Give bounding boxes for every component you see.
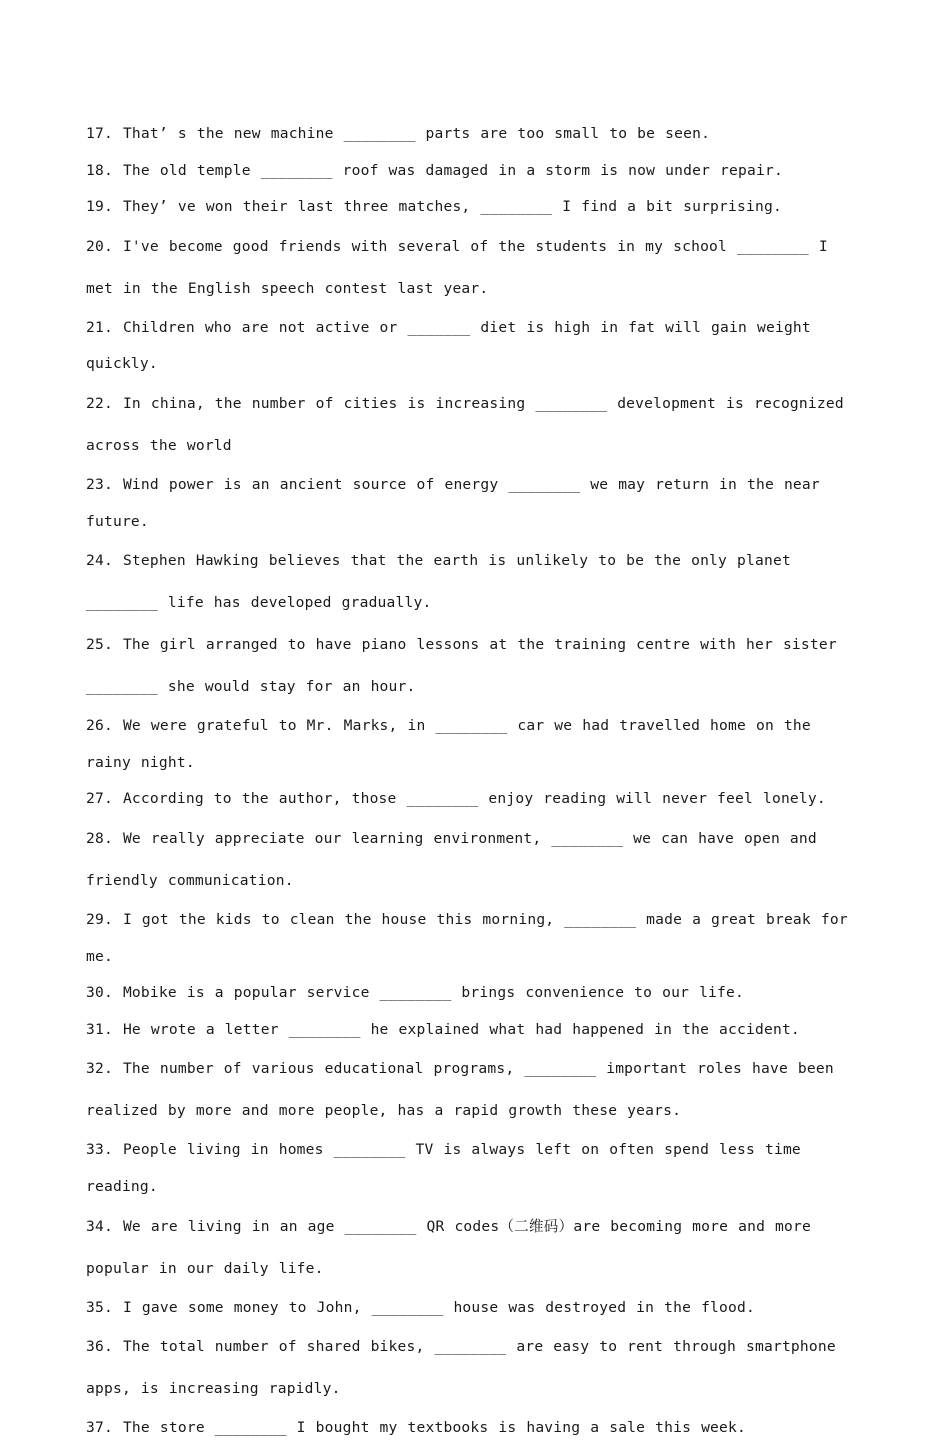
question-22: 22. In china, the number of cities is increasing ________ development is recognized across the world: [86, 394, 844, 454]
question-24: 24. Stephen Hawking believes that the earth is unlikely to be the only planet ________ life has developed gradually.: [86, 552, 791, 612]
question-27: 27. According to the author, those ________ enjoy reading will never feel lonely.: [86, 790, 826, 808]
question-29: 29. I got the kids to clean the house this morning, ________ made a great break for me.: [86, 910, 848, 965]
question-31: 31. He wrote a letter ________ he explained what had happened in the accident.: [86, 1020, 800, 1038]
question-33: 33. People living in homes ________ TV is always left on often spend less time reading.: [86, 1141, 801, 1195]
question-list: [86, 116, 862, 1447]
question-21: 21. Children who are not active or _______ diet is high in fat will gain weight quickly.: [86, 318, 811, 373]
question-18: 18. The old temple ________ roof was damaged in a storm is now under repair.: [86, 161, 783, 179]
question-35: 35. I gave some money to John, ________ house was destroyed in the flood.: [86, 1298, 755, 1316]
question-30: 30. Mobike is a popular service ________ brings convenience to our life.: [86, 984, 745, 1002]
question-34: 34. We are living in an age ________ QR codes（二维码）are becoming more and more popular in our daily life.: [86, 1217, 811, 1277]
question-25: 25. The girl arranged to have piano lessons at the training centre with her sister ________ she would stay for an hour.: [86, 636, 837, 696]
question-20: 20. I've become good friends with several of the students in my school ________ I met in the English speech contest last year.: [86, 237, 828, 297]
question-32: 32. The number of various educational programs, ________ important roles have been realized by more and more people, has a rapid growth these years.: [86, 1060, 834, 1120]
question-37: 37. The store ________ I bought my textbooks is having a sale this week.: [86, 1419, 747, 1437]
question-26: 26. We were grateful to Mr. Marks, in ________ car we had travelled home on the rainy night.: [86, 717, 811, 771]
question-19: 19. They’ ve won their last three matches, ________ I find a bit surprising.: [86, 198, 782, 216]
question-36: 36. The total number of shared bikes, ________ are easy to rent through smartphone apps, is increasing rapidly.: [86, 1338, 836, 1398]
question-23: 23. Wind power is an ancient source of energy ________ we may return in the near future.: [86, 475, 820, 530]
question-17: 17. That’ s the new machine ________ parts are too small to be seen.: [86, 125, 711, 142]
question-28: 28. We really appreciate our learning environment, ________ we can have open and friendly communication.: [86, 829, 817, 889]
